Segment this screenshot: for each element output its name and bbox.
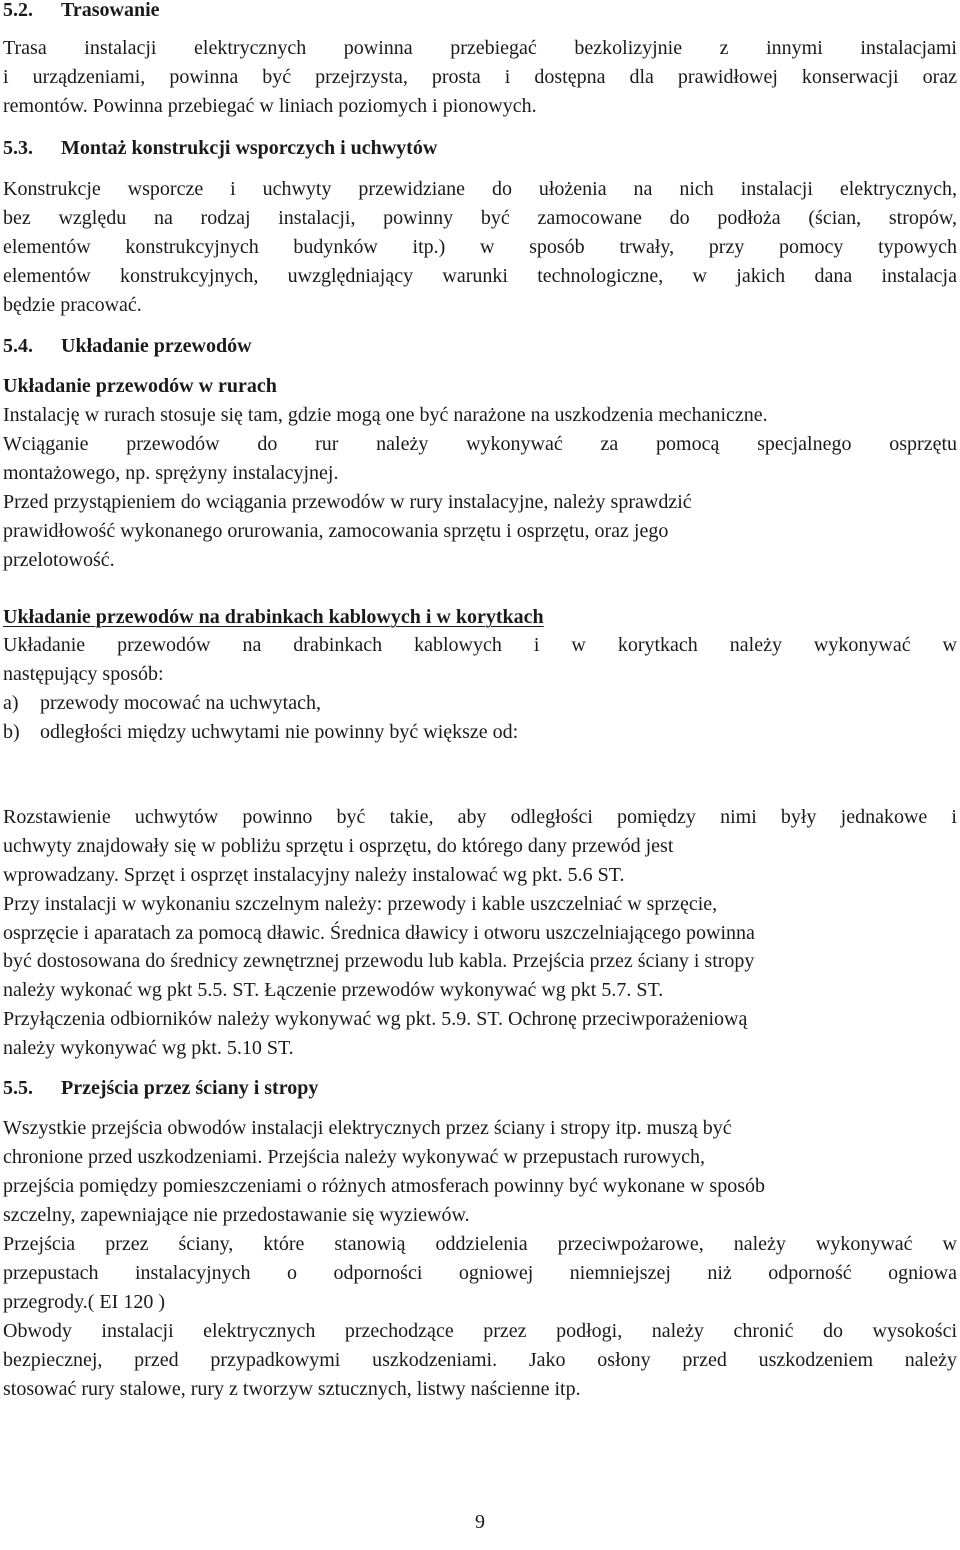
paragraph-line: Wszystkie przejścia obwodów instalacji elektrycznych przez ściany i stropy itp. muszą być — [3, 1117, 732, 1139]
paragraph-line: być dostosowana do średnicy zewnętrznej przewodu lub kabla. Przejścia przez ściany i stropy — [3, 950, 755, 972]
paragraph-line: osprzęcie i aparatach za pomocą dławic. Średnica dławicy i otworu uszczelniającego powinna — [3, 922, 755, 944]
paragraph-line: należy wykonywać wg pkt. 5.10 ST. — [3, 1037, 294, 1059]
paragraph-line: wprowadzany. Sprzęt i osprzęt instalacyjny należy instalować wg pkt. 5.6 ST. — [3, 864, 625, 886]
paragraph-line: Rozstawienie uchwytów powinno być takie, aby odległości pomiędzy nimi były jednakowe i — [3, 806, 957, 828]
paragraph-line: remontów. Powinna przebiegać w liniach poziomych i pionowych. — [3, 95, 537, 117]
section-heading-5-5: 5.5. Przejścia przez ściany i stropy — [3, 1077, 319, 1099]
paragraph-line: szczelny, zapewniające nie przedostawanie się wyziewów. — [3, 1204, 470, 1226]
paragraph-line: i urządzeniami, powinna być przejrzysta, prosta i dostępna dla prawidłowej konserwacji oraz — [3, 66, 957, 88]
paragraph-line: stosować rury stalowe, rury z tworzyw sztucznych, listwy naścienne itp. — [3, 1378, 581, 1400]
paragraph-line: przegrody.( EI 120 ) — [3, 1291, 165, 1313]
paragraph-line: Trasa instalacji elektrycznych powinna przebiegać bezkolizyjnie z innymi instalacjami — [3, 37, 957, 59]
paragraph-line: elementów konstrukcyjnych, uwzględniający warunki technologiczne, w jakich dana instalacja — [3, 265, 957, 287]
page-number: 9 — [475, 1511, 485, 1533]
paragraph-line: Instalację w rurach stosuje się tam, gdzie mogą one być narażone na uszkodzenia mechaniczne. — [3, 404, 768, 426]
paragraph-line: prawidłowość wykonanego orurowania, zamocowania sprzętu i osprzętu, oraz jego — [3, 520, 669, 542]
paragraph-line: montażowego, np. sprężyny instalacyjnej. — [3, 462, 339, 484]
paragraph-line: przelotowość. — [3, 549, 115, 571]
section-heading-5-3: 5.3. Montaż konstrukcji wsporczych i uchwytów — [3, 137, 438, 159]
subheading-rurach: Układanie przewodów w rurach — [3, 375, 277, 397]
paragraph-line: będzie pracować. — [3, 294, 142, 316]
list-item: a) przewody mocować na uchwytach, — [3, 692, 321, 714]
paragraph-line: przejścia pomiędzy pomieszczeniami o różnych atmosferach powinny być wykonane w sposób — [3, 1175, 765, 1197]
paragraph-line: bez względu na rodzaj instalacji, powinny być zamocowane do podłoża (ścian, stropów, — [3, 207, 957, 229]
paragraph-line: Przy instalacji w wykonaniu szczelnym należy: przewody i kable uszczelniać w sprzęcie, — [3, 893, 718, 915]
section-heading-5-4: 5.4. Układanie przewodów — [3, 335, 252, 357]
paragraph-line: uchwyty znajdowały się w pobliżu sprzętu i osprzętu, do którego dany przewód jest — [3, 835, 674, 857]
paragraph-line: należy wykonać wg pkt 5.5. ST. Łączenie przewodów wykonywać wg pkt 5.7. ST. — [3, 979, 664, 1001]
list-item: b) odległości między uchwytami nie powinny być większe od: — [3, 721, 519, 743]
paragraph-line: przepustach instalacyjnych o odporności ogniowej niemniejszej niż odporność ogniowa — [3, 1262, 957, 1284]
paragraph-line: elementów konstrukcyjnych budynków itp.) w sposób trwały, przy pomocy typowych — [3, 236, 957, 258]
paragraph-line: Układanie przewodów na drabinkach kablowych i w korytkach należy wykonywać w — [3, 634, 957, 656]
subheading-drabinki: Układanie przewodów na drabinkach kablowych i w korytkach — [3, 606, 544, 628]
paragraph-line: chronione przed uszkodzeniami. Przejścia należy wykonywać w przepustach rurowych, — [3, 1146, 705, 1168]
section-heading-5-2: 5.2. Trasowanie — [3, 0, 160, 21]
paragraph-line: Przyłączenia odbiorników należy wykonywać wg pkt. 5.9. ST. Ochronę przeciwporażeniową — [3, 1008, 748, 1030]
paragraph-line: Obwody instalacji elektrycznych przechodzące przez podłogi, należy chronić do wysokości — [3, 1320, 957, 1342]
paragraph-line: Przejścia przez ściany, które stanowią oddzielenia przeciwpożarowe, należy wykonywać w — [3, 1233, 957, 1255]
paragraph-line: następujący sposób: — [3, 663, 164, 685]
paragraph-line: bezpiecznej, przed przypadkowymi uszkodzeniami. Jako osłony przed uszkodzeniem należy — [3, 1349, 957, 1371]
paragraph-line: Przed przystąpieniem do wciągania przewodów w rury instalacyjne, należy sprawdzić — [3, 491, 692, 513]
paragraph-line: Wciąganie przewodów do rur należy wykonywać za pomocą specjalnego osprzętu — [3, 433, 957, 455]
paragraph-line: Konstrukcje wsporcze i uchwyty przewidziane do ułożenia na nich instalacji elektrycznych, — [3, 178, 957, 200]
